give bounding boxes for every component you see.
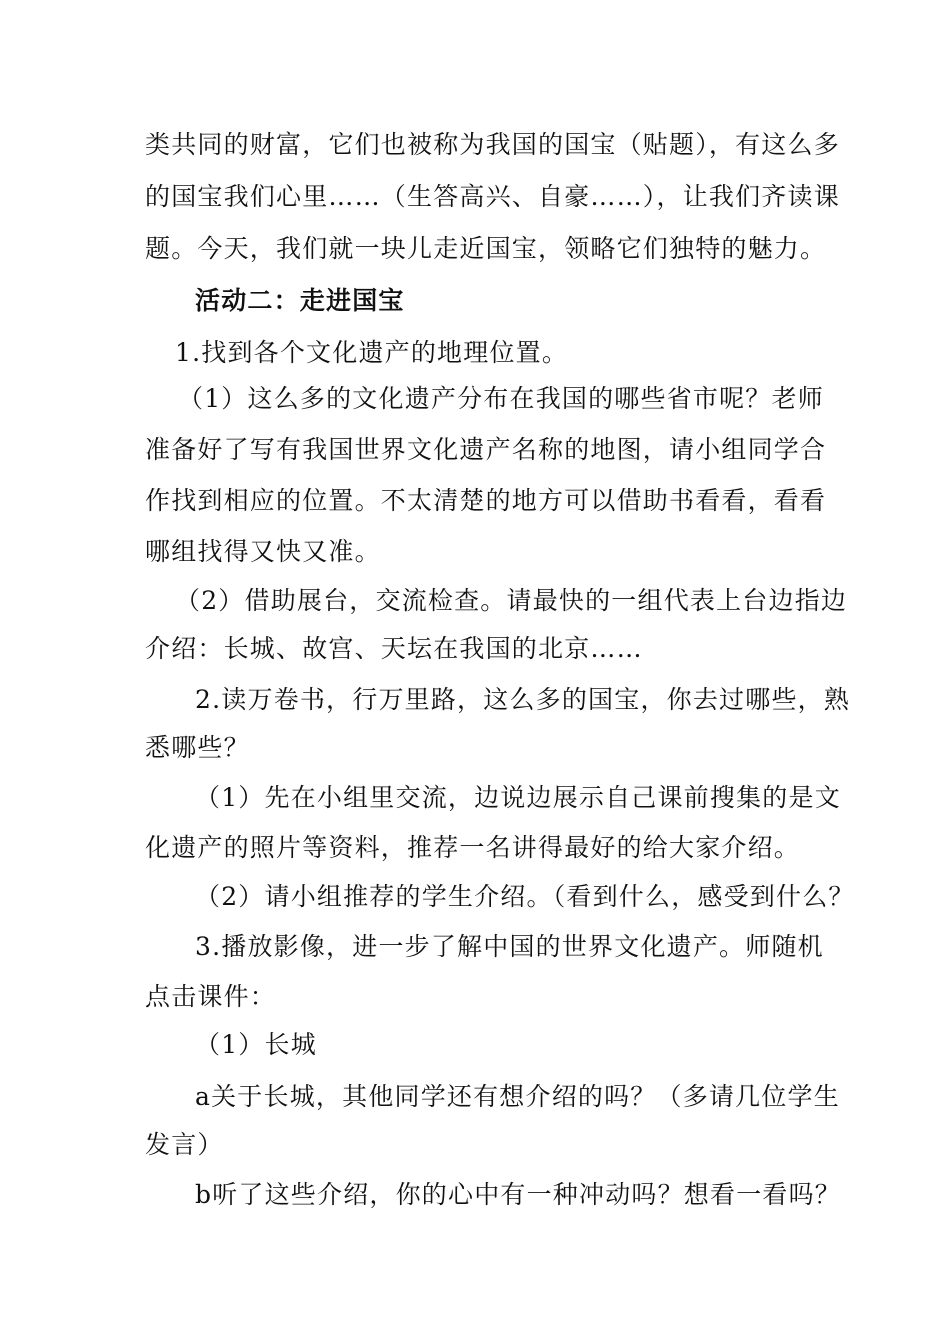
text-line: 准备好了写有我国世界文化遗产名称的地图，请小组同学合: [145, 435, 827, 464]
text-line: （1）这么多的文化遗产分布在我国的哪些省市呢？老师: [178, 384, 824, 413]
text-line: 3.播放影像，进一步了解中国的世界文化遗产。师随机: [195, 932, 824, 961]
text-line: 发言）: [145, 1130, 224, 1159]
text-line: 悉哪些？: [145, 733, 250, 762]
text-line: （1）先在小组里交流，边说边展示自己课前搜集的是文: [195, 783, 841, 812]
text-line: （1）长城: [195, 1030, 317, 1059]
text-line: （2）请小组推荐的学生介绍。（看到什么，感受到什么？: [195, 882, 855, 911]
section-heading: 活动二：走进国宝: [195, 286, 405, 315]
text-line: 哪组找得又快又准。: [145, 537, 381, 566]
text-line: 类共同的财富，它们也被称为我国的国宝（贴题），有这么多: [145, 130, 840, 159]
text-line: a关于长城，其他同学还有想介绍的吗？（多请几位学生: [195, 1082, 840, 1111]
text-line: 化遗产的照片等资料，推荐一名讲得最好的给大家介绍。: [145, 833, 801, 862]
text-line: 的国宝我们心里……（生答高兴、自豪……），让我们齐读课: [145, 182, 840, 211]
text-line: 题。今天，我们就一块儿走近国宝，领略它们独特的魅力。: [145, 234, 827, 263]
text-line: 2.读万卷书，行万里路，这么多的国宝，你去过哪些，熟: [195, 685, 851, 714]
text-line: 1.找到各个文化遗产的地理位置。: [175, 338, 569, 367]
text-line: （2）借助展台，交流检查。请最快的一组代表上台边指边: [175, 586, 848, 615]
text-line: 作找到相应的位置。不太清楚的地方可以借助书看看，看看: [145, 486, 827, 515]
text-line: 点击课件：: [145, 982, 277, 1011]
text-line: b听了这些介绍，你的心中有一种冲动吗？想看一看吗？: [195, 1180, 842, 1209]
text-line: 介绍：长城、故宫、天坛在我国的北京……: [145, 634, 643, 663]
